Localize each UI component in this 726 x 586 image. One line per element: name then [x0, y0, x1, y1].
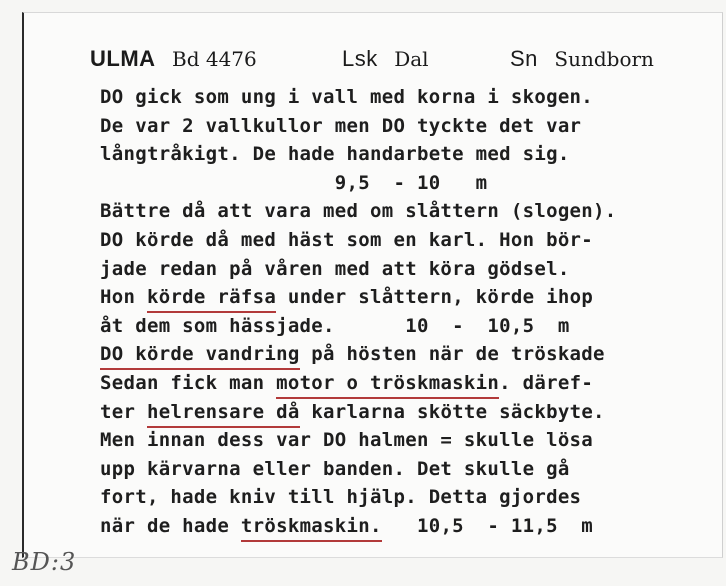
line-text: under slåttern, körde ihop — [276, 286, 594, 309]
line-text: på hösten när de tröskade — [299, 343, 605, 366]
underlined-term: motor o tröskmaskin — [276, 372, 500, 394]
text-line: 9,5 - 10 m — [100, 171, 488, 194]
line-text: ter — [100, 400, 147, 423]
line-text: 10,5 - 11,5 m — [381, 515, 594, 537]
text-line: Men innan dess var DO halmen = skulle lösa — [100, 429, 594, 452]
text-line: åt dem som hässjade. 10 - 10,5 m — [100, 314, 570, 337]
underlined-term: tröskmaskin. — [240, 515, 382, 537]
lsk-label: Lsk — [342, 46, 378, 71]
line-text: Hon — [100, 286, 147, 309]
text-line — [100, 372, 593, 394]
text-line — [100, 343, 605, 365]
line-text: . däref- — [499, 372, 594, 394]
text-line — [100, 515, 593, 537]
line-text: Sedan fick man — [100, 372, 277, 394]
text-line: De var 2 vallkullor men DO tyckte det var — [100, 114, 582, 137]
header-archive — [90, 46, 257, 72]
handwritten-note: BD:3 — [12, 548, 77, 576]
record-number: Bd 4476 — [172, 47, 257, 71]
sn-label: Sn — [510, 46, 538, 71]
text-line — [100, 401, 605, 423]
line-text: när de hade — [100, 515, 241, 537]
header-sn — [510, 46, 654, 72]
line-text: karlarna skötte säckbyte. — [299, 400, 605, 423]
lsk-value: Dal — [394, 47, 429, 71]
text-line: fort, hade kniv till hjälp. Detta gjordes — [100, 486, 582, 509]
underlined-term: körde räfsa — [146, 286, 277, 309]
text-line — [100, 286, 593, 308]
archive-label: ULMA — [90, 46, 156, 71]
underlined-term: DO körde vandring — [100, 343, 300, 366]
text-line: långtråkigt. De hade handarbete med sig. — [100, 143, 570, 166]
text-line: DO körde då med häst som en karl. Hon bör- — [100, 229, 594, 251]
sn-value: Sundborn — [554, 47, 654, 71]
text-line: upp kärvarna eller banden. Det skulle gå — [100, 457, 570, 480]
text-line: DO gick som ung i vall med korna i skogen. — [100, 86, 594, 108]
text-line: jade redan på våren med att köra gödsel. — [100, 257, 570, 280]
text-line: Bättre då att vara med om slåttern (slogen). — [100, 200, 617, 223]
header-lsk — [342, 46, 429, 72]
underlined-term: helrensare då — [146, 400, 300, 423]
